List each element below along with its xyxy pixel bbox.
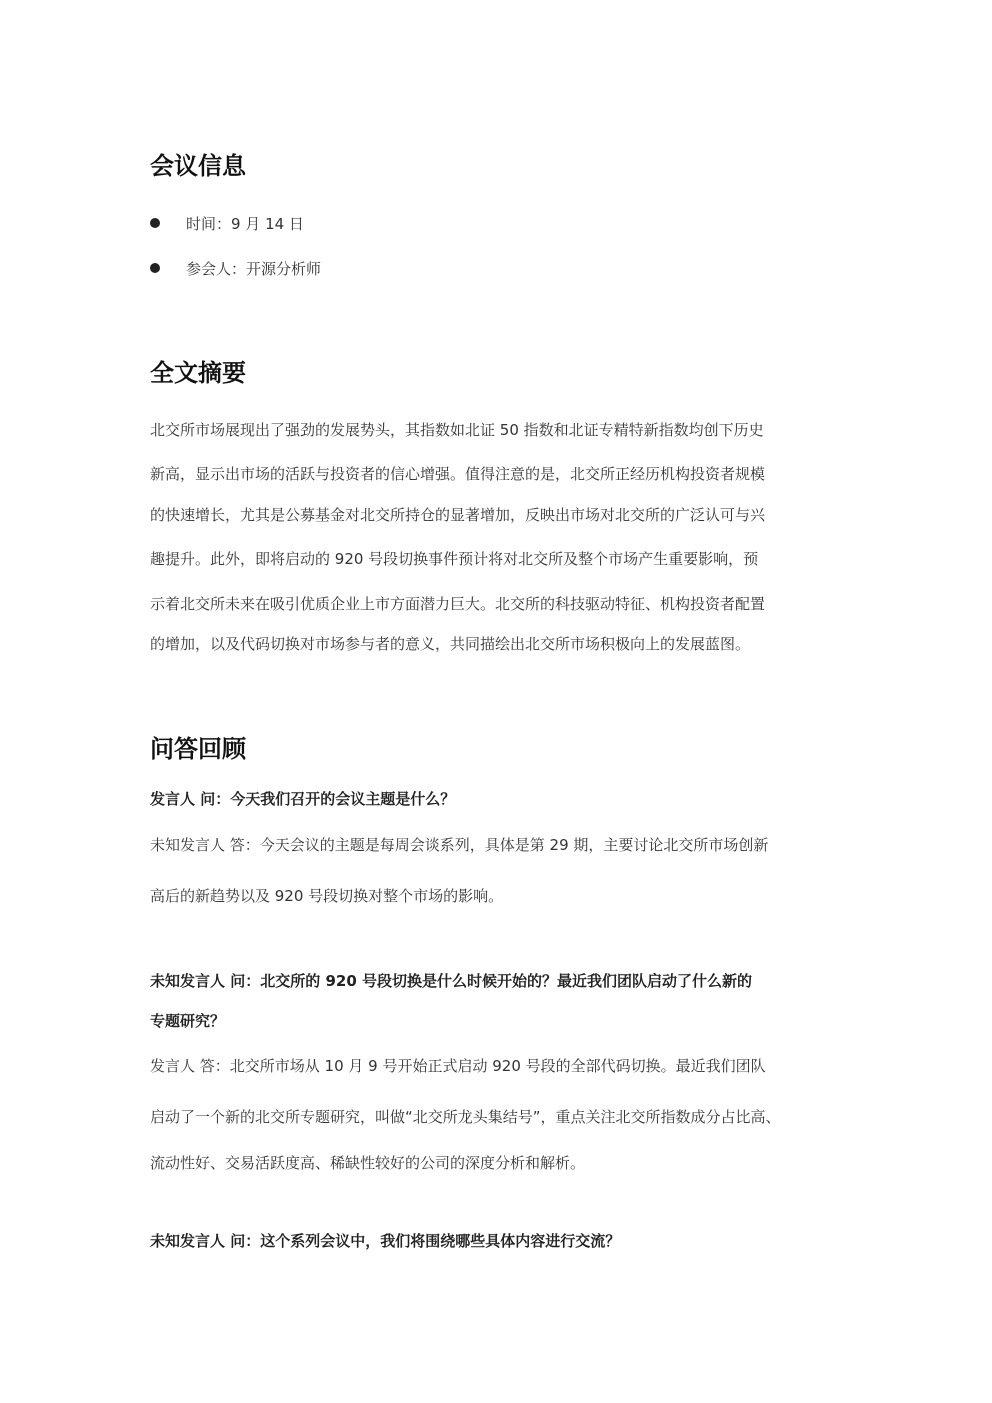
time-bullet (150, 211, 304, 235)
summary-line: 的快速增长，尤其是公募基金对北交所持仓的显著增加，反映出市场对北交所的广泛认可与兴 (150, 506, 766, 524)
participants-bullet (150, 256, 321, 280)
summary-line: 示着北交所未来在吸引优质企业上市方面潜力巨大。北交所的科技驱动特征、机构投资者配置 (150, 595, 766, 613)
time-text: 时间：9 月 14 日 (186, 214, 304, 233)
question-line: 发言人 问：今天我们召开的会议主题是什么？ (150, 790, 456, 808)
answer-line: 高后的新趋势以及 920 号段切换对整个市场的影响。 (150, 887, 504, 905)
question-line: 专题研究？ (150, 1012, 226, 1030)
question-line: 未知发言人 问：这个系列会议中，我们将围绕哪些具体内容进行交流？ (150, 1232, 621, 1250)
bullet-dot-icon (150, 218, 160, 228)
answer-line: 流动性好、交易活跃度高、稀缺性较好的公司的深度分析和解析。 (150, 1154, 586, 1172)
participants-text: 参会人：开源分析师 (186, 259, 322, 278)
question-line: 未知发言人 问：北交所的 920 号段切换是什么时候开始的？最近我们团队启动了什么新的 (150, 972, 752, 990)
summary-line: 趣提升。此外，即将启动的 920 号段切换事件预计将对北交所及整个市场产生重要影响，预 (150, 550, 759, 568)
qa-heading: 问答回顾 (150, 735, 246, 763)
bullet-dot-icon (150, 263, 160, 273)
answer-line: 启动了一个新的北交所专题研究，叫做“北交所龙头集结号”，重点关注北交所指数成分占比高、 (150, 1108, 781, 1126)
summary-heading: 全文摘要 (150, 359, 246, 387)
summary-line: 的增加，以及代码切换对市场参与者的意义，共同描绘出北交所市场积极向上的发展蓝图。 (150, 635, 751, 653)
summary-line: 北交所市场展现出了强劲的发展势头，其指数如北证 50 指数和北证专精特新指数均创下历史 (150, 421, 764, 439)
meeting-info-heading: 会议信息 (150, 152, 246, 180)
answer-line: 未知发言人 答：今天会议的主题是每周会谈系列，具体是第 29 期，主要讨论北交所市场创新 (150, 836, 769, 854)
answer-line: 发言人 答：北交所市场从 10 月 9 号开始正式启动 920 号段的全部代码切换。最近我们团队 (150, 1057, 766, 1075)
summary-line: 新高，显示出市场的活跃与投资者的信心增强。值得注意的是，北交所正经历机构投资者规模 (150, 465, 766, 483)
